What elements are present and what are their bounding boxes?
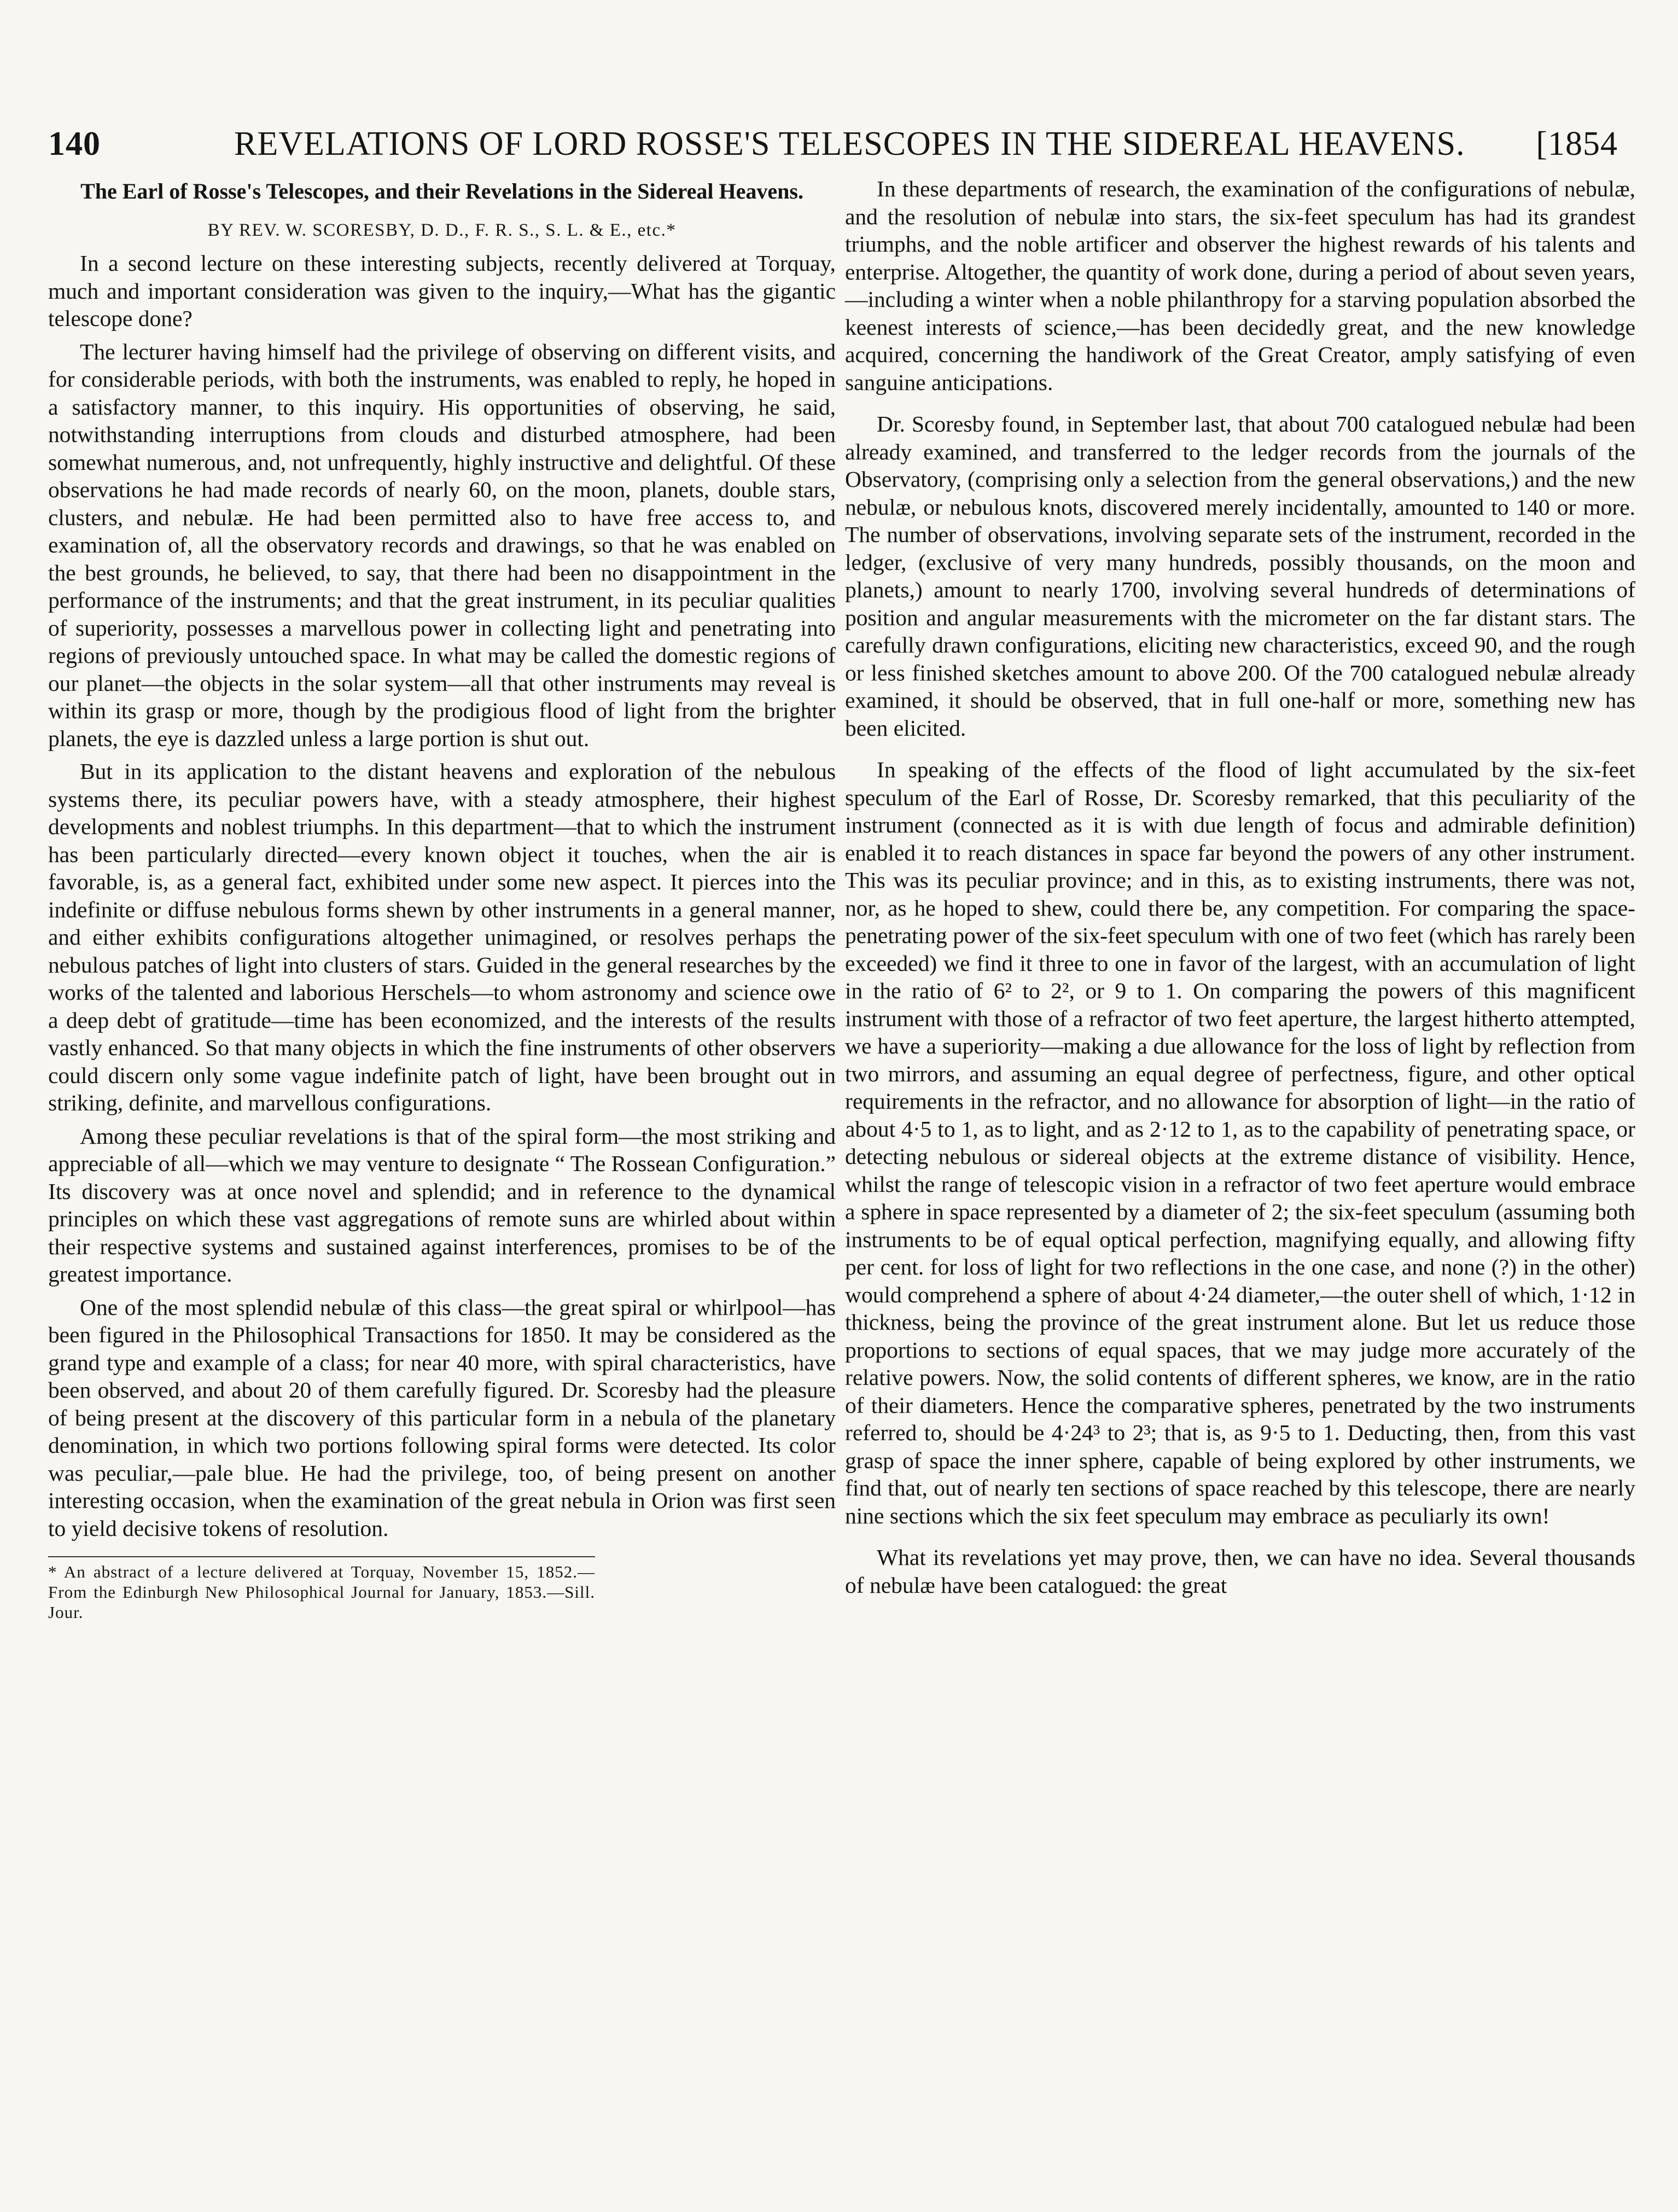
article-title: The Earl of Rosse's Telescopes, and their Revelations in the Sidereal Heavens. — [80, 179, 803, 203]
left-column — [48, 175, 836, 1622]
paragraph: But in its application to the distant heavens and exploration of the nebulous systems there, its peculiar powers have, with a steady atmosphere, their highest developments and noblest triumphs. In this department—that to which the instrument has been particularly directed—every known object it touches, when the air is favorable, is, as a general fact, exhibited under some new aspect. It pierces into the indefinite or diffuse nebulous forms shewn by other instruments in a general manner, and either exhibits configurations altogether unimagined, or resolves perhaps the nebulous patches of light into clusters of stars. Guided in the general researches by the works of the talented and laborious Herschels—to whom astronomy and science owe a deep debt of gratitude—time has been economized, and the interests of the results vastly enhanced. So that many objects in which the fine instruments of other observers could discern only some vague indefinite patch of light, have been brought out in striking, definite, and marvellous configurations. — [48, 759, 836, 1115]
paragraph: In speaking of the effects of the flood of light accumulated by the six-feet speculum of the Earl of Rosse, Dr. Scoresby remarked, that this peculiarity of the instrument (connected as it is with due length of focus and admirable definition) enabled it to reach distances in space far beyond the powers of any other instrument. This was its peculiar province; and in this, as to existing instruments, there was not, nor, as he hoped to shew, could there be, any competition. For comparing the space-penetrating power of the six-feet speculum with one of two feet (which has rarely been exceeded) we find it three to one in favor of the largest, with an accumulation of light in the ratio of 6² to 2², or 9 to 1. On comparing the powers of this magnificent instrument with those of a refractor of two feet aperture, the largest hitherto attempted, we have a superiority—making a due allowance for the loss of light by reflection from two mirrors, and assuming an equal degree of perfectness, figure, and other optical requirements in the refractor, and no allowance for absorption of light—in the ratio of about 4·5 to 1, as to light, and as 2·12 to 1, as to the capability of penetrating space, or detecting nebulous or sidereal objects at the extreme distance of visibility. Hence, whilst the range of telescopic vision in a refractor of two feet aperture would embrace a sphere in space represented by a diameter of 2; the six-feet speculum (assuming both instruments to be of equal optical perfection, magnifying equally, and allowing fifty per cent. for loss of light for two reflections in the one case, and none (?) in the other) would comprehend a sphere of about 4·24 diameter,—the outer shell of which, 1·12 in thickness, being the province of the great instrument alone. But let us reduce those proportions to sections of equal spaces, that we may judge more accurately of the relative powers. Now, the solid contents of different spheres, we know, are in the ratio of their diameters. Hence the comparative spheres, penetrated by the two instruments referred to, should be 4·24³ to 2³; that is, as 9·5 to 1. Deducting, then, from this vast grasp of space the inner sphere, capable of being explored by other instruments, we find that, out of nearly ten sections of space reached by this telescope, there are nearly nine sections which the six feet speculum may embrace as peculiarly its own! — [845, 757, 1635, 1528]
page-header — [48, 125, 1618, 168]
article-byline: BY REV. W. SCORESBY, D. D., F. R. S., S. L. & E., etc.* — [207, 220, 677, 240]
paragraph: One of the most splendid nebulæ of this class—the great spiral or whirlpool—has been figured in the Philosophical Transactions for 1850. It may be considered as the grand type and example of a class; for near 40 more, with spiral characteristics, have been observed, and about 20 of them carefully figured. Dr. Scoresby had the pleasure of being present at the discovery of this particular form in a nebula of the planetary denomination, in which two portions following spiral forms were detected. Its color was peculiar,—pale blue. He had the privilege, too, of being present on another interesting occasion, when the examination of the great nebula in Orion was first seen to yield decisive tokens of resolution. — [48, 1294, 836, 1541]
paragraph: In a second lecture on these interesting subjects, recently delivered at Torquay, much and important consideration was given to the inquiry,—What has the gigantic telescope done? — [48, 251, 836, 331]
paragraph: In these departments of research, the examination of the configurations of nebulæ, and the resolution of nebulæ into stars, the six-feet speculum has had its grandest triumphs, and the noble artificer and observer the highest rewards of his talents and enterprise. Altogether, the quantity of work done, during a period of about seven years,—including a winter when a noble philanthropy for a starving population absorbed the keenest interests of science,—has been decidedly great, and the new knowledge acquired, concerning the handiwork of the Great Creator, amply satisfying of even sanguine anticipations. — [845, 176, 1635, 395]
paragraph: Dr. Scoresby found, in September last, that about 700 catalogued nebulæ had been already examined, and transferred to the ledger records from the journals of the Observatory, (comprising only a selection from the general observations,) and the new nebulæ, or nebulous knots, discovered merely incidentally, amounted to 140 or more. The number of observations, involving separate sets of the instrument, recorded in the ledger, (exclusive of very many hundreds, possibly thousands, on the moon and planets,) amount to nearly 1700, involving several hundreds of determinations of position and angular measurements with the micrometer on the far distant stars. The carefully drawn configurations, eliciting new characteristics, exceed 90, and the rough or less finished sketches amount to above 200. Of the 700 catalogued nebulæ already examined, it should be observed, that in full one-half or more, something new has been elicited. — [845, 411, 1635, 741]
footnote: * An abstract of a lecture delivered at Torquay, November 15, 1852.—From the Edinburgh New Philosophical Journal for January, 1853.—Sill. Jour. — [48, 1556, 595, 1622]
running-title: REVELATIONS OF LORD ROSSE'S TELESCOPES IN THE SIDEREAL HEAVENS. — [234, 125, 1465, 162]
page-number: 140 — [48, 125, 101, 162]
paragraph: What its revelations yet may prove, then, we can have no idea. Several thousands of nebulæ have been catalogued: the great — [845, 1545, 1635, 1598]
header-year: [1854 — [1536, 125, 1618, 162]
right-column — [845, 175, 1635, 1599]
paragraph: Among these peculiar revelations is that of the spiral form—the most striking and appreciable of all—which we may venture to designate “ The Rossean Configuration.” Its discovery was at once novel and splendid; and in reference to the dynamical principles on which these vast aggregations of remote suns are whirled about within their respective systems and sustained against interferences, promises to be of the greatest importance. — [48, 1123, 836, 1287]
paragraph: The lecturer having himself had the privilege of observing on different visits, and for considerable periods, with both the instruments, was enabled to reply, he hoped in a satisfactory manner, to this inquiry. His opportunities of observing, he said, notwithstanding interruptions from clouds and disturbed atmosphere, had been somewhat numerous, and, not unfrequently, highly instructive and delightful. Of these observations he had made records of nearly 60, on the moon, planets, double stars, clusters, and nebulæ. He had been permitted also to have free access to, and examination of, all the observatory records and drawings, so that he was enabled on the best grounds, he believed, to say, that there had been no disappointment in the performance of the instruments; and that the great instrument, in its peculiar qualities of superiority, possesses a marvellous power in collecting light and penetrating into regions of previously untouched space. In what may be called the domestic regions of our planet—the objects in the solar system—all that other instruments may reveal is within its grasp or more, though by the prodigious flood of light from the brighter planets, the eye is dazzled unless a large portion is shut out. — [48, 339, 836, 751]
